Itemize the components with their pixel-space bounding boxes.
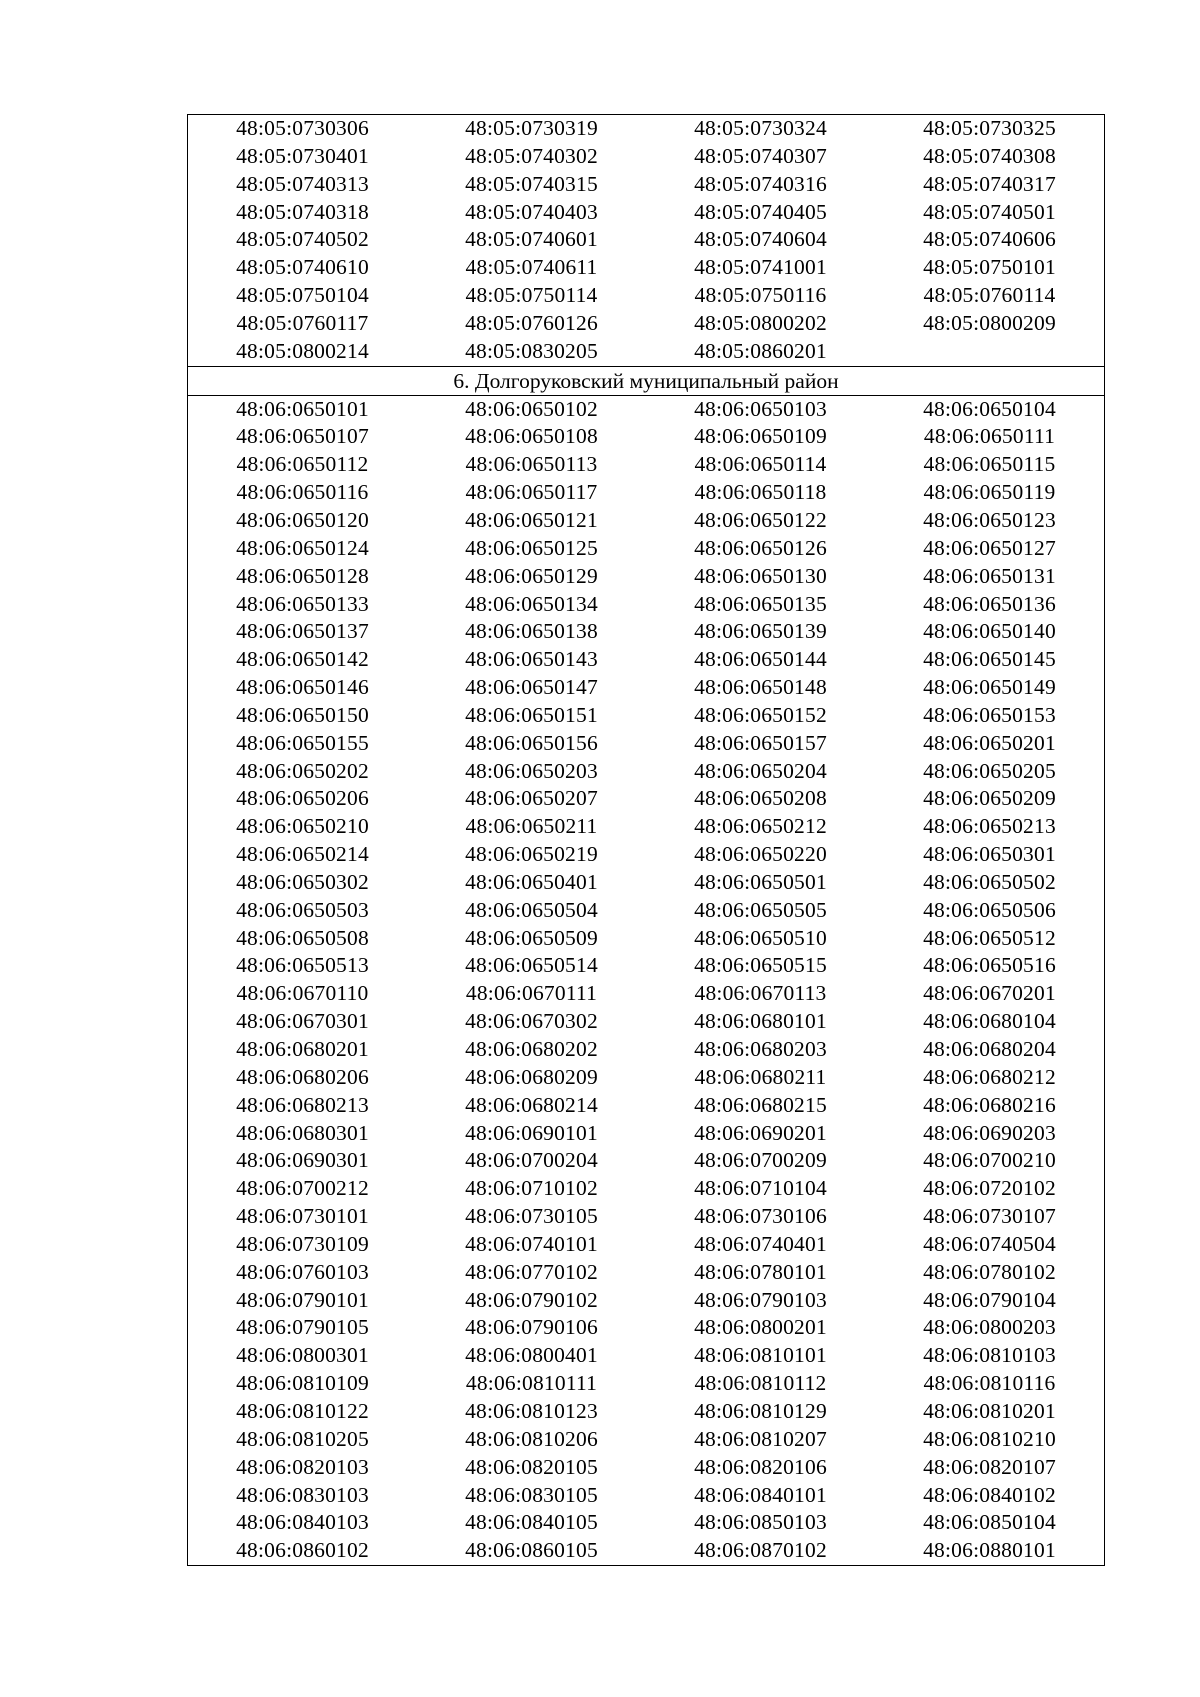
table-cell: 48:06:0650126 <box>694 535 827 560</box>
table-cell: 48:06:0650143 <box>465 647 598 672</box>
table-row <box>188 1509 1104 1537</box>
table-cell: 48:06:0670111 <box>465 981 598 1006</box>
table-cell: 48:05:0740313 <box>236 171 369 196</box>
table-cell: 48:06:0650209 <box>923 786 1056 811</box>
table-cell: 48:06:0650112 <box>236 452 369 477</box>
table-cell: 48:06:0650117 <box>465 480 598 505</box>
table-cell: 48:06:0710104 <box>694 1176 827 1201</box>
table-cell: 48:06:0810103 <box>923 1343 1056 1368</box>
table-row <box>188 396 1104 424</box>
table-cell: 48:05:0750101 <box>923 255 1056 280</box>
table-cell: 48:06:0650122 <box>694 507 827 532</box>
table-cell: 48:06:0650513 <box>236 953 369 978</box>
table-cell: 48:06:0650155 <box>236 730 369 755</box>
table-cell: 48:06:0650201 <box>923 730 1056 755</box>
table-row <box>188 702 1104 730</box>
table-cell: 48:06:0650151 <box>465 702 598 727</box>
table-cell: 48:06:0650123 <box>923 507 1056 532</box>
table-block-district-6 <box>188 396 1104 1565</box>
table-cell: 48:06:0650208 <box>694 786 827 811</box>
table-row <box>188 1287 1104 1315</box>
table-cell: 48:06:0680206 <box>236 1064 369 1089</box>
table-cell: 48:06:0810129 <box>694 1398 827 1423</box>
table-cell: 48:06:0710102 <box>465 1176 598 1201</box>
table-cell: 48:06:0800203 <box>923 1315 1056 1340</box>
table-cell: 48:05:0800209 <box>923 310 1056 335</box>
table-cell: 48:06:0650103 <box>694 396 827 421</box>
table-block-district-5 <box>188 115 1104 366</box>
table-cell: 48:05:0740317 <box>923 171 1056 196</box>
table-cell: 48:06:0650512 <box>923 925 1056 950</box>
table-cell: 48:05:0740601 <box>465 227 598 252</box>
table-row <box>188 618 1104 646</box>
table-row <box>188 1398 1104 1426</box>
table-cell: 48:06:0650211 <box>465 814 598 839</box>
table-cell: 48:06:0820105 <box>465 1454 598 1479</box>
table-cell <box>875 338 1104 366</box>
table-row <box>188 1537 1104 1565</box>
table-cell: 48:06:0650212 <box>694 814 827 839</box>
table-row <box>188 254 1104 282</box>
table-row <box>188 1231 1104 1259</box>
table-cell: 48:06:0680212 <box>923 1064 1056 1089</box>
table-cell: 48:06:0810210 <box>923 1426 1056 1451</box>
table-cell: 48:05:0740501 <box>923 199 1056 224</box>
table-cell: 48:06:0650113 <box>465 452 598 477</box>
table-cell: 48:05:0740502 <box>236 227 369 252</box>
table-cell: 48:06:0810116 <box>923 1371 1056 1396</box>
table-cell: 48:06:0720102 <box>923 1176 1056 1201</box>
table-cell: 48:06:0680101 <box>694 1009 827 1034</box>
table-cell: 48:06:0650127 <box>923 535 1056 560</box>
table-cell: 48:06:0680203 <box>694 1037 827 1061</box>
table-row <box>188 1175 1104 1203</box>
table-row <box>188 423 1104 451</box>
table-row <box>188 479 1104 507</box>
table-cell: 48:06:0650516 <box>923 953 1056 978</box>
table-row <box>188 591 1104 619</box>
table-cell: 48:06:0650118 <box>694 480 827 505</box>
table-cell: 48:06:0650145 <box>923 647 1056 672</box>
table-cell: 48:06:0810205 <box>236 1426 369 1451</box>
table-cell: 48:06:0650504 <box>465 897 598 922</box>
table-cell: 48:05:0730325 <box>923 116 1056 140</box>
table-cell: 48:05:0741001 <box>694 255 827 280</box>
table-cell: 48:06:0650142 <box>236 647 369 672</box>
table-cell: 48:05:0730324 <box>694 116 827 140</box>
table-cell: 48:05:0730306 <box>236 116 369 140</box>
table-row <box>188 1092 1104 1120</box>
table-row <box>188 1426 1104 1454</box>
table-cell: 48:06:0850104 <box>923 1510 1056 1535</box>
table-cell: 48:06:0650514 <box>465 953 598 978</box>
table-cell: 48:05:0760126 <box>465 310 598 335</box>
table-cell: 48:06:0650114 <box>694 452 827 477</box>
table-cell: 48:06:0790102 <box>465 1287 598 1312</box>
table-cell: 48:06:0700210 <box>923 1148 1056 1173</box>
table-row <box>188 226 1104 254</box>
table-row <box>188 1314 1104 1342</box>
table-cell: 48:06:0800201 <box>694 1315 827 1340</box>
table-cell: 48:06:0840105 <box>465 1510 598 1535</box>
table-row <box>188 143 1104 171</box>
table-cell: 48:05:0760117 <box>236 310 369 335</box>
table-cell: 48:06:0650503 <box>236 897 369 922</box>
table-cell: 48:06:0650101 <box>236 396 369 421</box>
table-cell: 48:06:0650134 <box>465 591 598 616</box>
table-row <box>188 758 1104 786</box>
table-cell: 48:06:0880101 <box>923 1538 1056 1563</box>
table-cell: 48:06:0820103 <box>236 1454 369 1479</box>
table-row <box>188 1342 1104 1370</box>
table-cell: 48:06:0780102 <box>923 1259 1056 1284</box>
table-cell: 48:06:0650130 <box>694 563 827 588</box>
table-cell: 48:06:0680204 <box>923 1037 1056 1061</box>
table-row <box>188 115 1104 143</box>
table-cell: 48:06:0650125 <box>465 535 598 560</box>
table-cell: 48:06:0650149 <box>923 675 1056 700</box>
table-cell: 48:06:0730106 <box>694 1204 827 1229</box>
table-cell: 48:06:0650157 <box>694 730 827 755</box>
table-cell: 48:06:0650133 <box>236 591 369 616</box>
table-cell: 48:06:0650115 <box>923 452 1056 477</box>
table-cell: 48:06:0730109 <box>236 1231 369 1256</box>
table-cell: 48:06:0790103 <box>694 1287 827 1312</box>
table-cell: 48:06:0650207 <box>465 786 598 811</box>
table-cell: 48:06:0690101 <box>465 1120 598 1145</box>
table-cell: 48:06:0680209 <box>465 1064 598 1089</box>
table-cell: 48:06:0650120 <box>236 507 369 532</box>
table-cell: 48:06:0780101 <box>694 1259 827 1284</box>
table-cell: 48:06:0860105 <box>465 1538 598 1563</box>
table-cell: 48:06:0670302 <box>465 1009 598 1034</box>
table-cell: 48:05:0740606 <box>923 227 1056 252</box>
table-cell: 48:06:0790101 <box>236 1287 369 1312</box>
table-cell: 48:06:0840101 <box>694 1482 827 1507</box>
table-cell: 48:06:0740504 <box>923 1231 1056 1256</box>
table-cell: 48:06:0650140 <box>923 619 1056 644</box>
table-cell: 48:06:0760103 <box>236 1259 369 1284</box>
table-row <box>188 338 1104 366</box>
table-cell: 48:06:0650148 <box>694 675 827 700</box>
table-cell: 48:06:0650301 <box>923 842 1056 867</box>
table-row <box>188 1454 1104 1482</box>
table-row <box>188 1147 1104 1175</box>
table-row <box>188 1203 1104 1231</box>
table-cell: 48:06:0810207 <box>694 1426 827 1451</box>
table-cell: 48:06:0690201 <box>694 1120 827 1145</box>
table-cell: 48:06:0790105 <box>236 1315 369 1340</box>
table-cell: 48:06:0650510 <box>694 925 827 950</box>
table-cell: 48:05:0730401 <box>236 143 369 168</box>
table-cell: 48:05:0860201 <box>694 338 827 363</box>
table-cell: 48:06:0650205 <box>923 758 1056 783</box>
table-row <box>188 925 1104 953</box>
table-cell: 48:06:0650129 <box>465 563 598 588</box>
table-row <box>188 980 1104 1008</box>
table-cell: 48:06:0800401 <box>465 1343 598 1368</box>
table-cell: 48:06:0680104 <box>923 1009 1056 1034</box>
table-row <box>188 841 1104 869</box>
table-row <box>188 199 1104 227</box>
table-cell: 48:06:0810111 <box>465 1371 598 1396</box>
table-cell: 48:06:0650302 <box>236 869 369 894</box>
table-cell: 48:06:0650202 <box>236 758 369 783</box>
table-cell: 48:06:0680211 <box>694 1064 827 1089</box>
table-cell: 48:06:0700212 <box>236 1176 369 1201</box>
table-row <box>188 730 1104 758</box>
table-row <box>188 869 1104 897</box>
table-cell: 48:06:0650206 <box>236 786 369 811</box>
table-cell: 48:06:0650156 <box>465 730 598 755</box>
table-cell: 48:06:0650121 <box>465 507 598 532</box>
table-cell: 48:06:0810122 <box>236 1398 369 1423</box>
table-cell: 48:06:0650501 <box>694 869 827 894</box>
table-cell: 48:06:0680201 <box>236 1037 369 1061</box>
table-cell: 48:06:0810206 <box>465 1426 598 1451</box>
table-cell: 48:06:0680213 <box>236 1092 369 1117</box>
table-cell: 48:06:0690301 <box>236 1148 369 1173</box>
table-cell: 48:05:0740302 <box>465 143 598 168</box>
table-cell: 48:06:0730107 <box>923 1204 1056 1229</box>
table-row <box>188 646 1104 674</box>
table-cell: 48:06:0650116 <box>236 480 369 505</box>
table-cell: 48:06:0680202 <box>465 1037 598 1061</box>
table-cell: 48:06:0680216 <box>923 1092 1056 1117</box>
table-cell: 48:06:0650124 <box>236 535 369 560</box>
table-cell: 48:06:0650136 <box>923 591 1056 616</box>
table-row <box>188 897 1104 925</box>
table-cell: 48:06:0650137 <box>236 619 369 644</box>
table-cell: 48:05:0740316 <box>694 171 827 196</box>
table-cell: 48:06:0650502 <box>923 869 1056 894</box>
table-cell: 48:05:0740610 <box>236 255 369 280</box>
table-cell: 48:06:0670201 <box>923 981 1056 1006</box>
table-cell: 48:05:0830205 <box>465 338 598 363</box>
table-row <box>188 451 1104 479</box>
table-cell: 48:06:0650146 <box>236 675 369 700</box>
table-cell: 48:05:0730319 <box>465 116 598 140</box>
table-cell: 48:06:0870102 <box>694 1538 827 1563</box>
table-cell: 48:06:0810123 <box>465 1398 598 1423</box>
table-cell: 48:06:0670113 <box>694 981 827 1006</box>
table-cell: 48:06:0650150 <box>236 702 369 727</box>
table-cell: 48:06:0650131 <box>923 563 1056 588</box>
table-cell: 48:06:0650210 <box>236 814 369 839</box>
table-cell: 48:06:0730105 <box>465 1204 598 1229</box>
table-cell: 48:06:0860102 <box>236 1538 369 1563</box>
section-header: 6. Долгоруковский муниципальный район <box>188 366 1104 396</box>
table-cell: 48:06:0810101 <box>694 1343 827 1368</box>
table-row <box>188 310 1104 338</box>
table-cell: 48:06:0810112 <box>694 1371 827 1396</box>
table-cell: 48:06:0650213 <box>923 814 1056 839</box>
table-cell: 48:06:0790104 <box>923 1287 1056 1312</box>
table-cell: 48:06:0810201 <box>923 1398 1056 1423</box>
table-cell: 48:06:0690203 <box>923 1120 1056 1145</box>
table-cell: 48:06:0650135 <box>694 591 827 616</box>
table-cell: 48:06:0650102 <box>465 396 598 421</box>
table-row <box>188 1482 1104 1510</box>
table-row <box>188 171 1104 199</box>
table-cell: 48:06:0650505 <box>694 897 827 922</box>
table-cell: 48:06:0680301 <box>236 1120 369 1145</box>
table-row <box>188 1120 1104 1148</box>
table-cell: 48:06:0820107 <box>923 1454 1056 1479</box>
table-cell: 48:05:0750116 <box>694 283 827 308</box>
table-cell: 48:06:0650119 <box>923 480 1056 505</box>
table-cell: 48:06:0650108 <box>465 424 598 449</box>
table-row <box>188 674 1104 702</box>
table-cell: 48:06:0650219 <box>465 842 598 867</box>
table-cell: 48:06:0830105 <box>465 1482 598 1507</box>
table-cell: 48:05:0750114 <box>465 283 598 308</box>
table-cell: 48:06:0680215 <box>694 1092 827 1117</box>
table-cell: 48:06:0830103 <box>236 1482 369 1507</box>
table-cell: 48:06:0650508 <box>236 925 369 950</box>
table-row <box>188 535 1104 563</box>
table-cell: 48:05:0800202 <box>694 310 827 335</box>
table-cell: 48:06:0730101 <box>236 1204 369 1229</box>
table-cell: 48:05:0740403 <box>465 199 598 224</box>
table-cell: 48:06:0650109 <box>694 424 827 449</box>
table-cell: 48:06:0700204 <box>465 1148 598 1173</box>
table-cell: 48:06:0840103 <box>236 1510 369 1535</box>
table-cell: 48:05:0750104 <box>236 283 369 308</box>
table-row <box>188 952 1104 980</box>
table-cell: 48:06:0650138 <box>465 619 598 644</box>
table-cell: 48:06:0740101 <box>465 1231 598 1256</box>
table-row <box>188 1064 1104 1092</box>
table-cell: 48:06:0820106 <box>694 1454 827 1479</box>
table-row <box>188 1259 1104 1287</box>
table-cell: 48:05:0800214 <box>236 338 369 363</box>
table-cell: 48:06:0650104 <box>923 396 1056 421</box>
table-cell: 48:06:0650139 <box>694 619 827 644</box>
table-cell: 48:06:0650515 <box>694 953 827 978</box>
table-cell: 48:06:0650107 <box>236 424 369 449</box>
table-cell: 48:05:0740315 <box>465 171 598 196</box>
table-cell: 48:06:0770102 <box>465 1259 598 1284</box>
table-cell: 48:05:0740405 <box>694 199 827 224</box>
table-cell: 48:06:0650111 <box>923 424 1056 449</box>
table-cell: 48:06:0650152 <box>694 702 827 727</box>
table-row <box>188 563 1104 591</box>
table-cell: 48:06:0650203 <box>465 758 598 783</box>
table-row <box>188 1370 1104 1398</box>
table-row <box>188 1036 1104 1064</box>
table-cell: 48:06:0850103 <box>694 1510 827 1535</box>
table-cell: 48:06:0670110 <box>236 981 369 1006</box>
table-cell: 48:06:0800301 <box>236 1343 369 1368</box>
table-row <box>188 1008 1104 1036</box>
table-cell: 48:06:0700209 <box>694 1148 827 1173</box>
table-cell: 48:05:0740611 <box>465 255 598 280</box>
table-cell: 48:06:0840102 <box>923 1482 1056 1507</box>
table-cell: 48:06:0740401 <box>694 1231 827 1256</box>
table-cell: 48:06:0810109 <box>236 1371 369 1396</box>
table-row <box>188 507 1104 535</box>
table-cell: 48:06:0790106 <box>465 1315 598 1340</box>
table-cell: 48:06:0650144 <box>694 647 827 672</box>
table-row <box>188 813 1104 841</box>
table-cell: 48:06:0680214 <box>465 1092 598 1117</box>
table-cell: 48:06:0650153 <box>923 702 1056 727</box>
table-cell: 48:06:0650128 <box>236 563 369 588</box>
cadastral-table <box>187 114 1105 1566</box>
table-cell: 48:06:0650147 <box>465 675 598 700</box>
table-cell: 48:06:0650220 <box>694 842 827 867</box>
table-cell: 48:06:0650509 <box>465 925 598 950</box>
table-cell: 48:06:0650204 <box>694 758 827 783</box>
table-cell: 48:06:0650506 <box>923 897 1056 922</box>
table-cell: 48:06:0670301 <box>236 1009 369 1034</box>
table-cell: 48:05:0760114 <box>923 283 1056 308</box>
table-cell: 48:05:0740604 <box>694 227 827 252</box>
table-cell: 48:05:0740318 <box>236 199 369 224</box>
table-cell: 48:05:0740307 <box>694 143 827 168</box>
table-cell: 48:06:0650214 <box>236 842 369 867</box>
table-row <box>188 282 1104 310</box>
table-row <box>188 785 1104 813</box>
table-cell: 48:06:0650401 <box>465 869 598 894</box>
table-cell: 48:05:0740308 <box>923 143 1056 168</box>
